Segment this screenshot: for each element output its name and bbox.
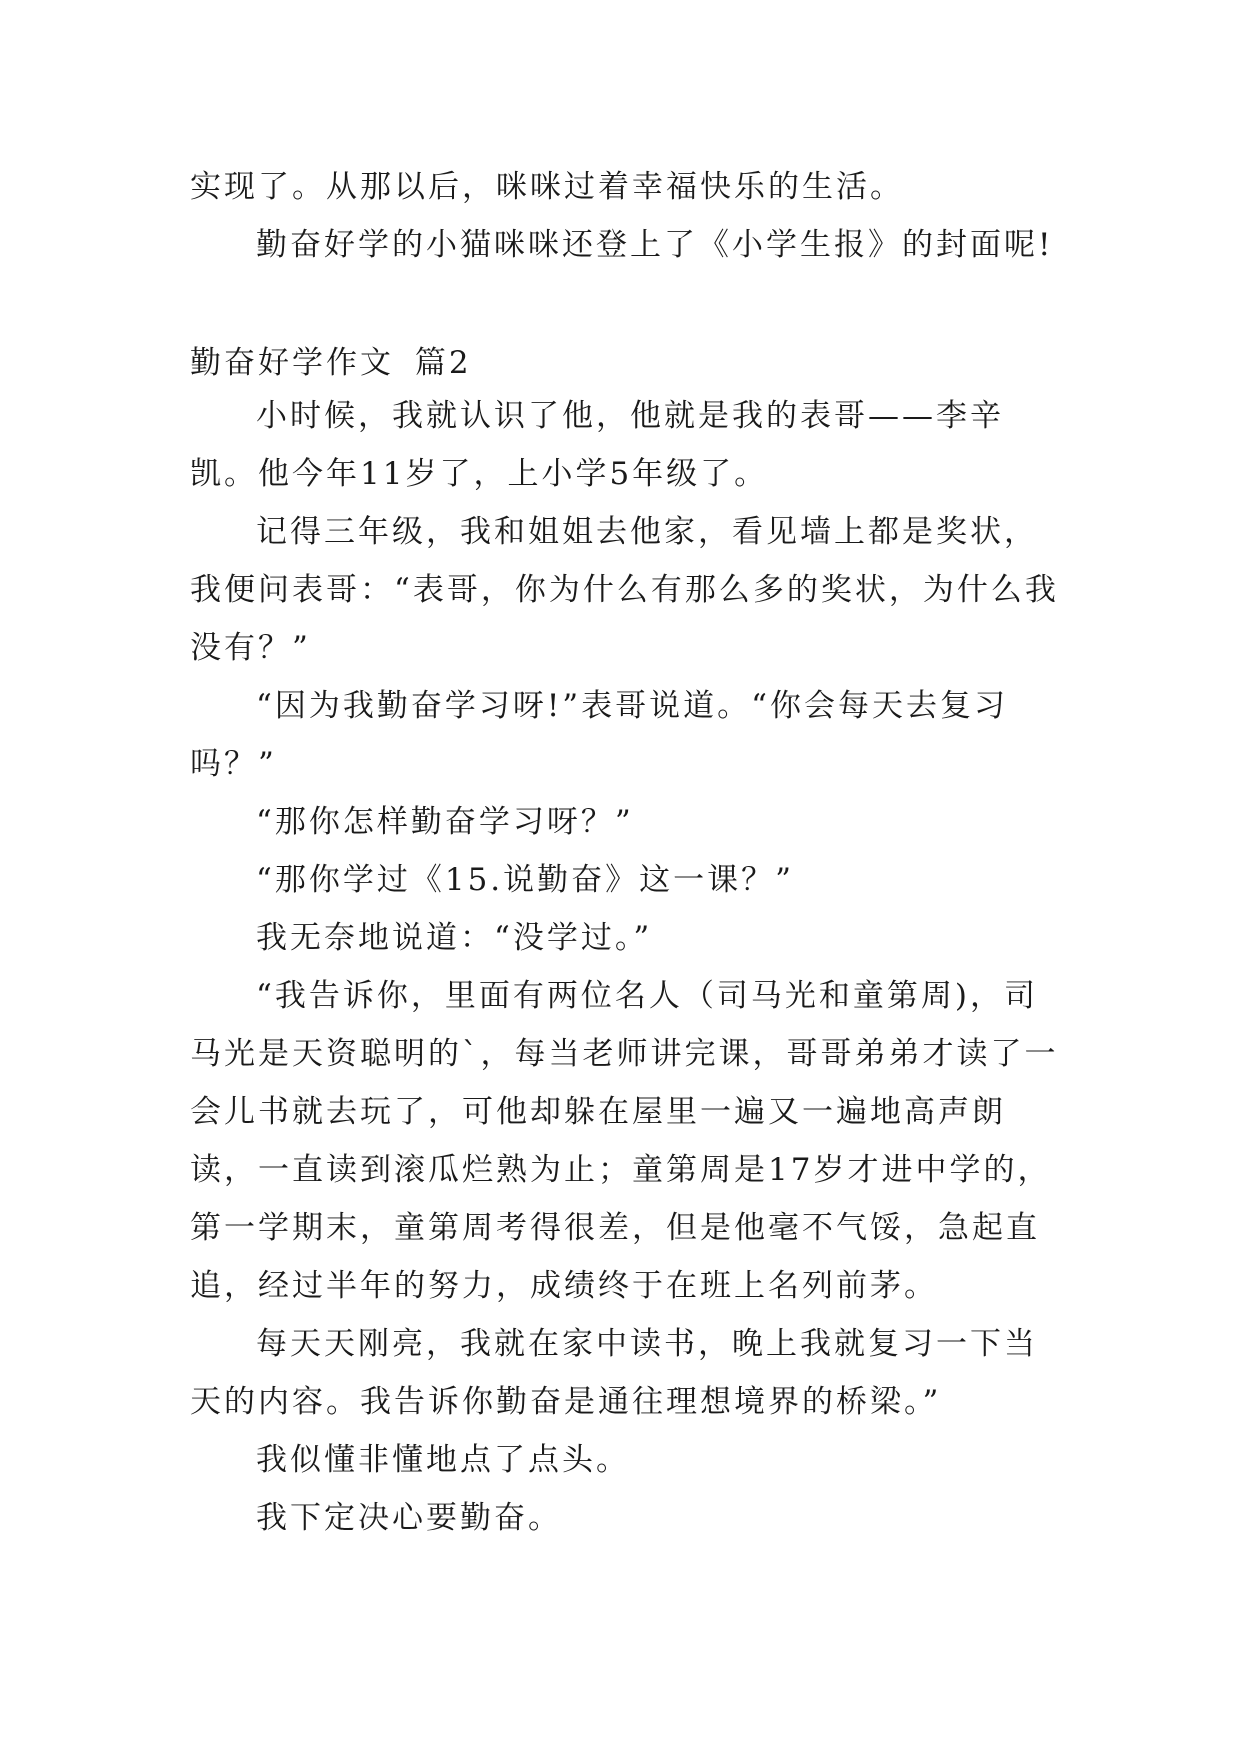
body-paragraph: “因为我勤奋学习呀!”表哥说道。“你会每天去复习吗？” [190, 688, 1008, 782]
body-paragraph: “那你学过《15.说勤奋》这一课？” [256, 862, 794, 898]
body-paragraph: 我下定决心要勤奋。 [256, 1500, 562, 1536]
body-paragraph: “我告诉你，里面有两位名人（司马光和童第周)，司马光是天资聪明的`，每当老师讲完课，哥哥弟弟才读了一会儿书就去玩了，可他却躲在屋里一遍又一遍地高声朗读，一直读到滚瓜烂熟为止；童第周是17岁才进中学的，第一学期末，童第周考得很差，但是他毫不气馁，急起直追，经过半年的努力，成绩终于在班上名列前茅。 [190, 978, 1059, 1304]
section-title: 勤奋好学作文 篇2 [190, 345, 472, 381]
body-paragraph: “那你怎样勤奋学习呀？” [256, 804, 634, 840]
section-heading [190, 334, 1060, 392]
body-paragraph: 记得三年级，我和姐姐去他家，看见墙上都是奖状，我便问表哥：“表哥，你为什么有那么多的奖状，为什么我没有？” [190, 514, 1059, 666]
intro-section [190, 158, 1060, 274]
body-paragraph: 我似懂非懂地点了点头。 [256, 1442, 630, 1478]
essay-body [190, 387, 1060, 1547]
body-paragraph: 小时候，我就认识了他，他就是我的表哥——李辛凯。他今年11岁了，上小学5年级了。 [190, 398, 1004, 492]
body-paragraph: 我无奈地说道：“没学过。” [256, 920, 653, 956]
intro-paragraph: 实现了。从那以后，咪咪过着幸福快乐的生活。 [190, 169, 904, 205]
body-paragraph: 每天天刚亮，我就在家中读书，晚上我就复习一下当天的内容。我告诉你勤奋是通往理想境界的桥梁。” [190, 1326, 1038, 1420]
intro-paragraph: 勤奋好学的小猫咪咪还登上了《小学生报》的封面呢! [256, 227, 1054, 263]
